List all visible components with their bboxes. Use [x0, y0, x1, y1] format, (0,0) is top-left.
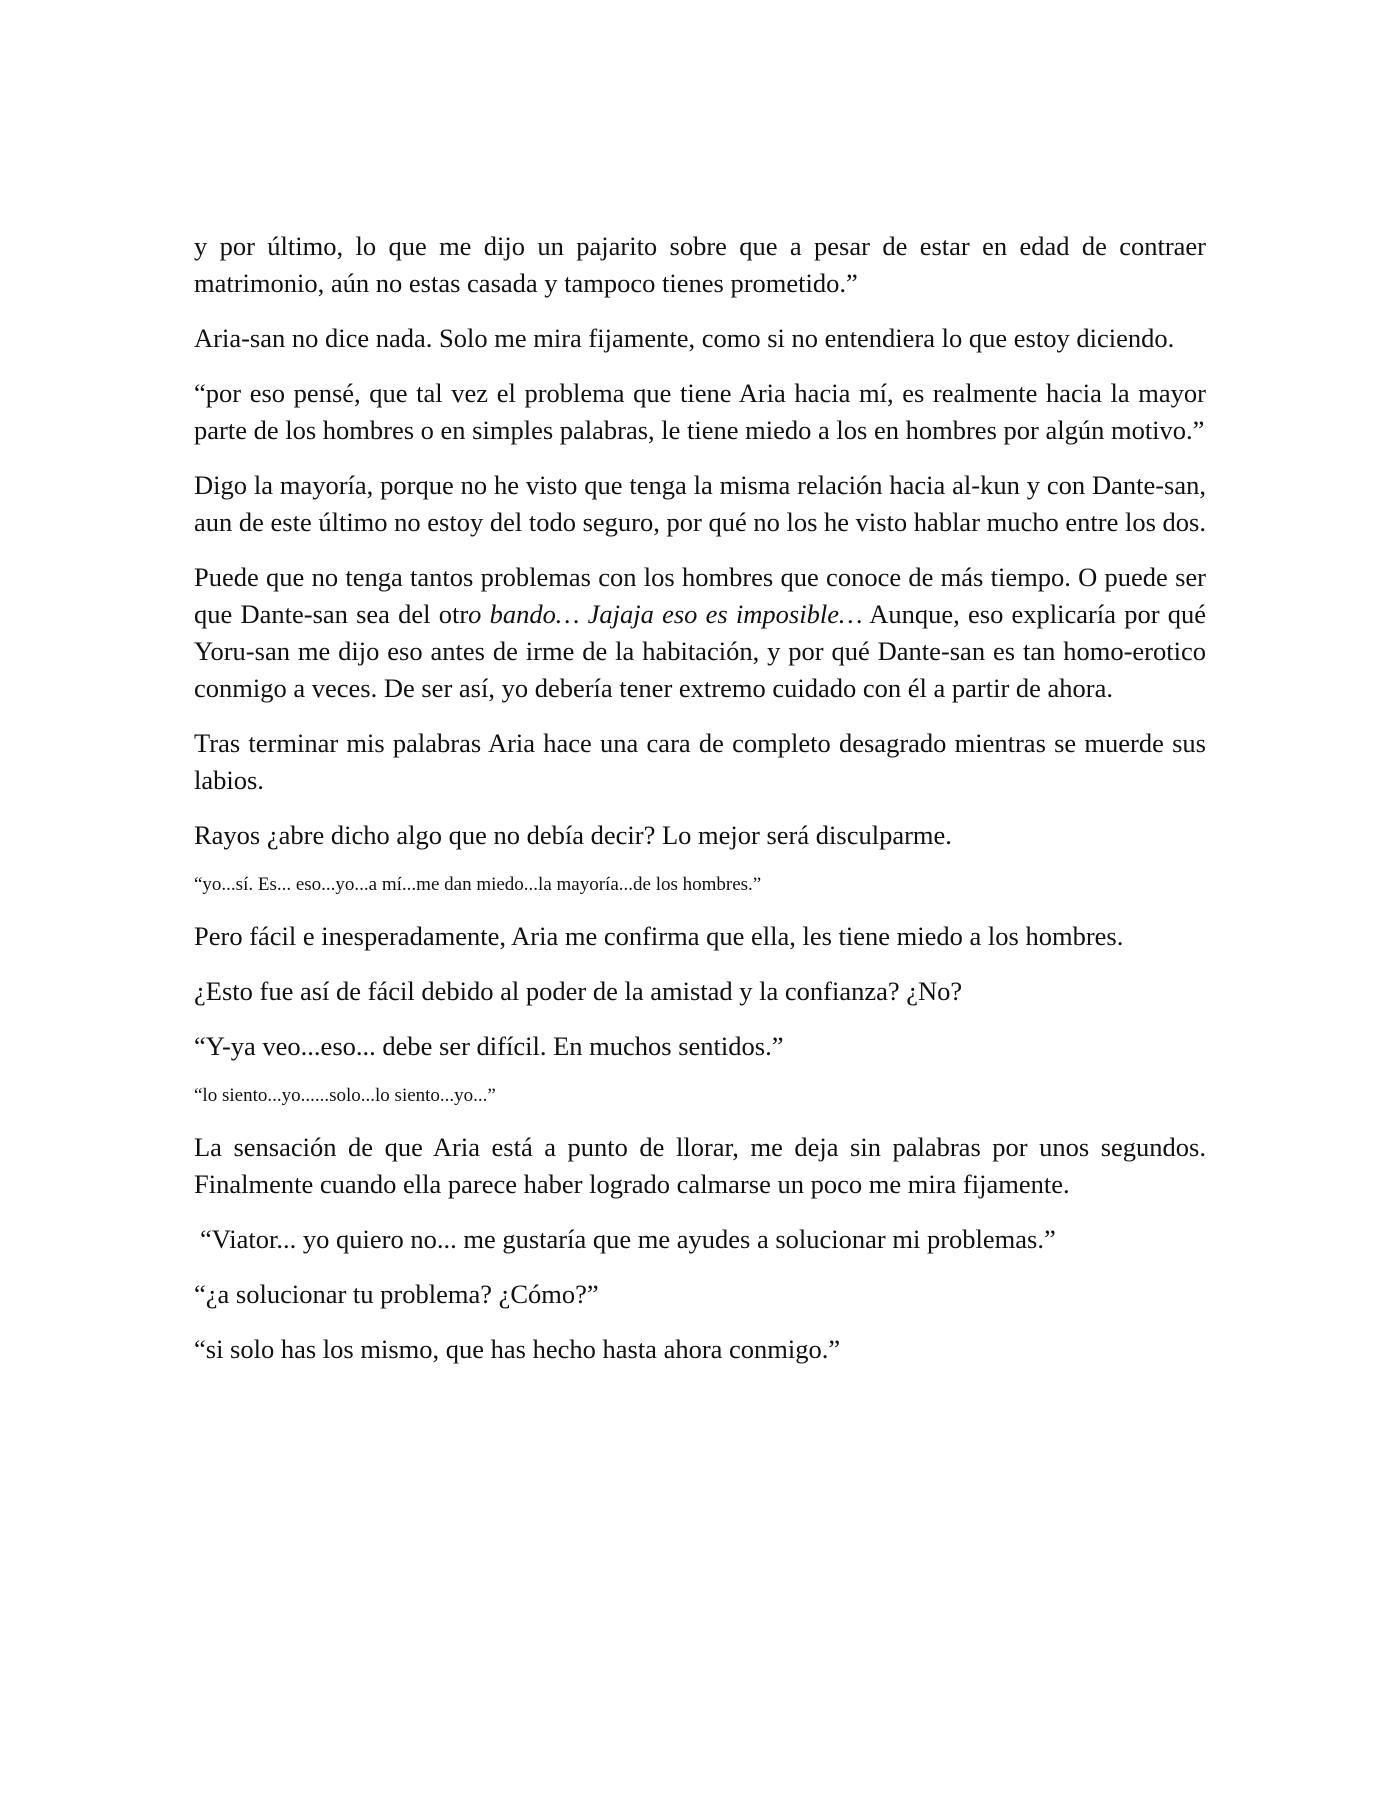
paragraph-5	[194, 559, 1206, 707]
paragraph-10: ¿Esto fue así de fácil debido al poder de la amistad y la confianza? ¿No?	[194, 976, 963, 1006]
paragraph-11: “Y-ya veo...eso... debe ser difícil. En muchos sentidos.”	[194, 1031, 784, 1061]
paragraph-4: Digo la mayoría, porque no he visto que tenga la misma relación hacia al-kun y con Dante-san, aun de este último no estoy del todo seguro, por qué no los he visto hablar mucho entre los dos.	[194, 470, 1206, 537]
paragraph-6: Tras terminar mis palabras Aria hace una cara de completo desagrado mientras se muerde sus labios.	[194, 728, 1206, 795]
document-page	[194, 228, 1206, 1386]
paragraph-8-small-dialogue: “yo...sí. Es... eso...yo...a mí...me dan miedo...la mayoría...de los hombres.”	[194, 874, 762, 895]
paragraph-15: “¿a solucionar tu problema? ¿Cómo?”	[194, 1279, 599, 1309]
paragraph-5-text-before: Puede que no tenga tantos problemas con los hombres que conoce de más tiempo. O puede ser que Dante-san sea del otr	[194, 562, 1206, 629]
paragraph-9: Pero fácil e inesperadamente, Aria me confirma que ella, les tiene miedo a los hombres.	[194, 921, 1124, 951]
paragraph-1: y por último, lo que me dijo un pajarito sobre que a pesar de estar en edad de contraer matrimonio, aún no estas casada y tampoco tienes prometido.”	[194, 231, 1206, 298]
paragraph-5-text-after: Aunque, eso explicaría por qué Yoru-san me dijo eso antes de irme de la habitación, y por qué Dante-san es tan homo-erotico conmigo a veces. De ser así, yo debería tener extremo cuidado con él a partir de ahora.	[194, 599, 1207, 703]
paragraph-14: “Viator... yo quiero no... me gustaría que me ayudes a solucionar mi problemas.”	[200, 1224, 1056, 1254]
paragraph-3: “por eso pensé, que tal vez el problema que tiene Aria hacia mí, es realmente hacia la mayor parte de los hombres o en simples palabras, le tiene miedo a los en hombres por algún motivo.”	[194, 378, 1206, 445]
paragraph-13: La sensación de que Aria está a punto de llorar, me deja sin palabras por unos segundos. Finalmente cuando ella parece haber logrado calmarse un poco me mira fijamente.	[194, 1132, 1206, 1199]
paragraph-16: “si solo has los mismo, que has hecho hasta ahora conmigo.”	[194, 1334, 841, 1364]
paragraph-7: Rayos ¿abre dicho algo que no debía decir? Lo mejor será disculparme.	[194, 820, 952, 850]
paragraph-12-small-dialogue: “lo siento...yo......solo...lo siento...yo...”	[194, 1085, 496, 1106]
paragraph-2: Aria-san no dice nada. Solo me mira fijamente, como si no entendiera lo que estoy diciendo.	[194, 323, 1175, 353]
paragraph-5-italic-text: o bando… Jajaja eso es imposible…	[468, 599, 863, 629]
